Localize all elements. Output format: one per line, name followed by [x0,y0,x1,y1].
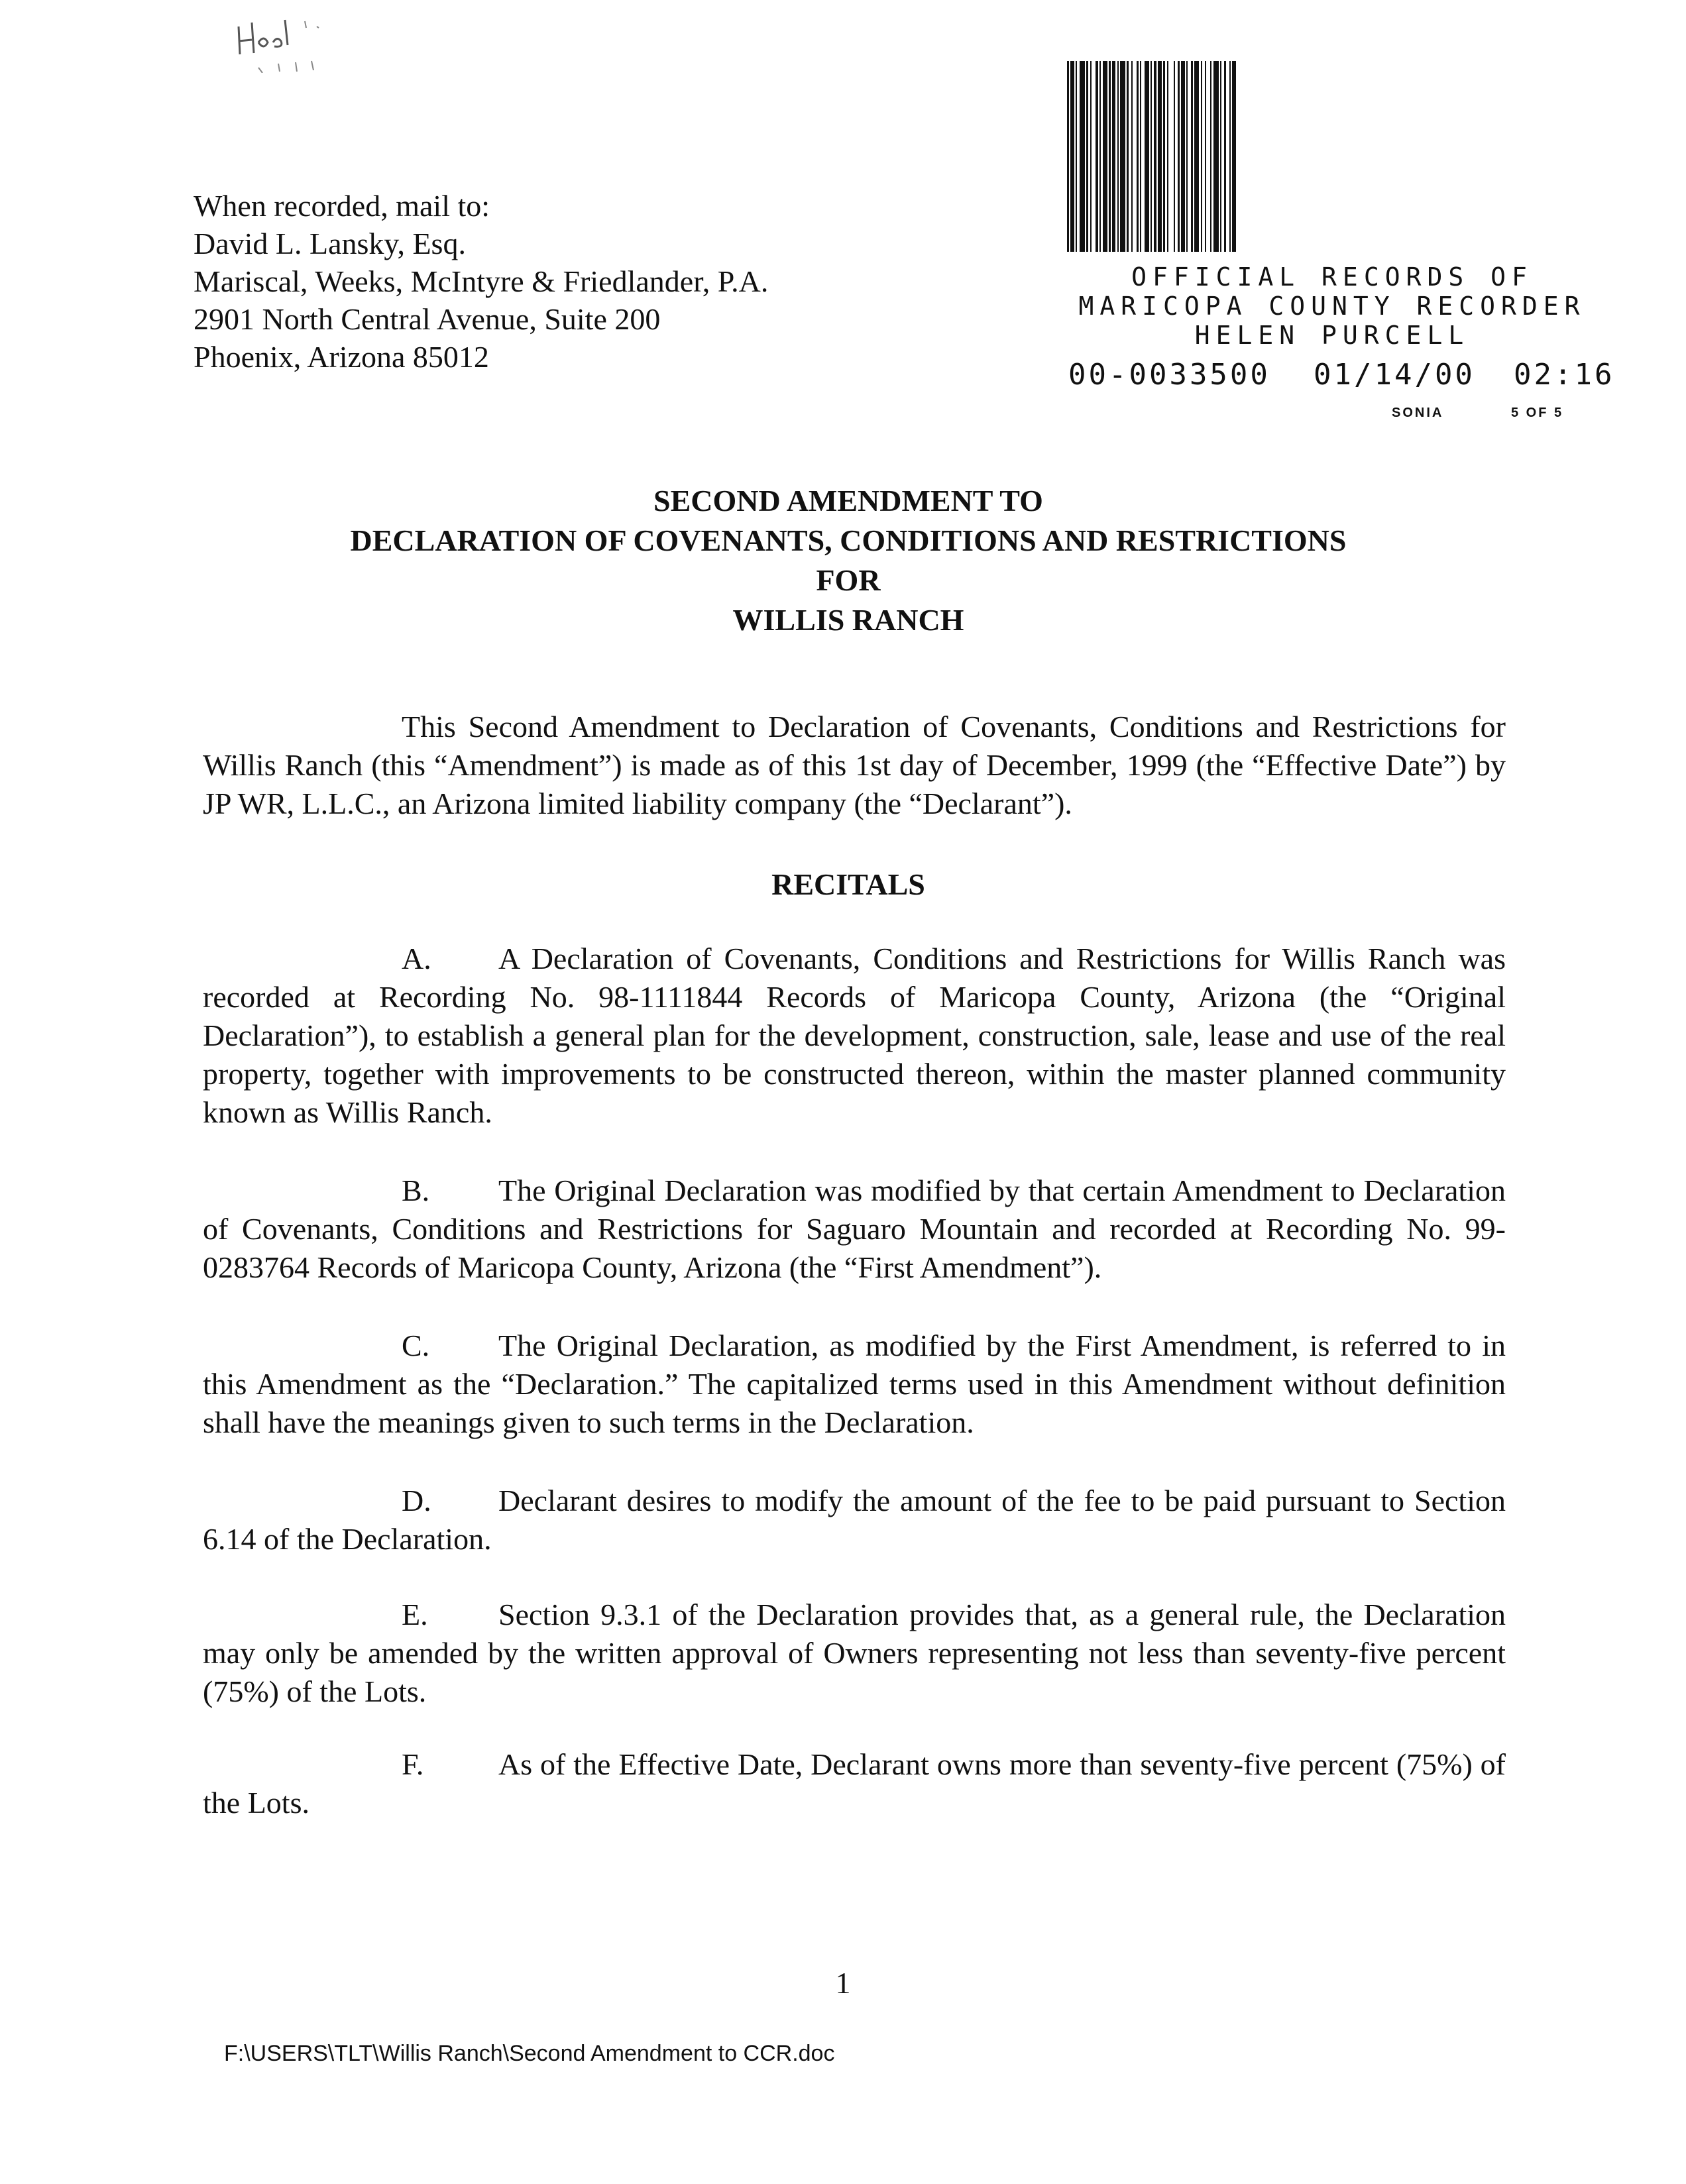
barcode-bar [1117,61,1119,252]
barcode-bar [1158,61,1162,252]
barcode-bar [1201,61,1202,252]
recorder-stamp [1060,262,1604,350]
mail-to-block [194,187,856,376]
recital-text: The Original Declaration was modified by that certain Amendment to Declaration of Covenants, Conditions and Restrictions for Saguaro Mountain and recorded at Recording No. 99-0283764 Records of Maricopa County, Arizona (the “First Amendment”). [203,1174,1506,1284]
recitals-heading: RECITALS [771,867,925,901]
recital-letter: C. [402,1329,430,1362]
barcode-bar [1086,61,1088,252]
recital-text: Declarant desires to modify the amount of the fee to be paid pursuant to Section 6.14 of the Declaration. [203,1484,1506,1556]
barcode-bar [1140,61,1141,252]
barcode-bar [1076,61,1077,252]
barcode-bar [1167,61,1168,252]
file-path-footer: F:\USERS\TLT\Willis Ranch\Second Amendment to CCR.doc [224,2041,835,2066]
recital-text: A Declaration of Covenants, Conditions and Restrictions for Willis Ranch was recorded at Recording No. 98-1111844 Records of Maricopa County, Arizona (the “Original Declaration”), to establish a general plan for the development, construction, sale, lease and use of the real property, together with improvements to be constructed thereon, within the master planned community known as Willis Ranch. [203,942,1506,1129]
page-count: 5 OF 5 [1511,406,1564,420]
recital-a [203,940,1506,1132]
recital-letter: B. [402,1174,430,1207]
record-number: 00-0033500 [1068,358,1270,392]
barcode-bar [1205,61,1206,252]
barcode-bar [1070,61,1074,252]
recital-letter: D. [402,1484,431,1517]
recipient-street: 2901 North Central Avenue, Suite 200 [194,302,661,336]
barcode-bar [1151,61,1152,252]
barcode-bar [1210,61,1211,252]
barcode-bar [1163,61,1165,252]
barcode-bar [1154,61,1156,252]
handwritten-note [232,13,351,73]
barcode-bar [1213,61,1219,252]
recital-f [203,1745,1506,1822]
barcode [1067,61,1597,252]
recital-letter: F. [402,1747,424,1781]
mail-to-label: When recorded, mail to: [194,189,490,223]
barcode-bar [1103,61,1107,252]
recipient-name: David L. Lansky, Esq. [194,227,466,260]
record-date: 01/14/00 [1314,358,1475,392]
record-time: 02:16 [1514,358,1615,392]
title-line-2: DECLARATION OF COVENANTS, CONDITIONS AND RESTRICTIONS [350,523,1347,557]
recital-e [203,1596,1506,1711]
barcode-bar [1145,61,1149,252]
barcode-bar [1109,61,1111,252]
barcode-bar [1229,61,1231,252]
document-title [199,481,1498,640]
page-number: 1 [835,1966,851,2000]
barcode-bar [1194,61,1199,252]
recorder-line-1: OFFICIAL RECORDS OF [1131,262,1533,292]
recital-d [203,1482,1506,1558]
barcode-bar [1232,61,1236,252]
barcode-bar [1181,61,1185,252]
barcode-bar [1137,61,1139,252]
barcode-bar [1191,61,1193,252]
recital-b [203,1172,1506,1287]
barcode-bar [1186,61,1188,252]
barcode-bar [1099,61,1101,252]
barcode-bar [1220,61,1221,252]
recorder-line-2: MARICOPA COUNTY RECORDER [1078,292,1586,321]
barcode-bar [1224,61,1226,252]
barcode-bar [1112,61,1115,252]
recital-letter: E. [402,1598,428,1631]
barcode-bar [1131,61,1133,252]
recorder-line-3: HELEN PURCELL [1194,321,1470,350]
recipient-firm: Mariscal, Weeks, McIntyre & Friedlander, P.A. [194,264,769,298]
recital-c [203,1327,1506,1442]
recital-text: The Original Declaration, as modified by the First Amendment, is referred to in this Amendment as the “Declaration.” The capitalized terms used in this Amendment without definition shall have the meanings given to such terms in the Declaration. [203,1329,1506,1439]
barcode-bar [1090,61,1092,252]
barcode-bar [1120,61,1125,252]
barcode-bar [1174,61,1175,252]
barcode-bar [1096,61,1098,252]
intro-paragraph: This Second Amendment to Declaration of Covenants, Conditions and Restrictions for Willis Ranch (this “Amendment”) is made as of this 1st day of December, 1999 (the “Effective Date”) by JP WR, L.L.C., an Arizona limited liability company (the “Declarant”). [203,710,1506,820]
recital-text: As of the Effective Date, Declarant owns more than seventy-five percent (75%) of the Lots. [203,1747,1506,1820]
barcode-bar [1067,61,1069,252]
recital-letter: A. [402,942,431,975]
recorder-clerk: SONIA [1392,406,1444,420]
recipient-city: Phoenix, Arizona 85012 [194,340,489,374]
recital-text: Section 9.3.1 of the Declaration provides that, as a general rule, the Declaration may only be amended by the written approval of Owners representing not less than seventy-five percent (75%) of the Lots. [203,1598,1506,1708]
title-line-1: SECOND AMENDMENT TO [653,484,1043,518]
barcode-bar [1178,61,1180,252]
title-line-4: WILLIS RANCH [732,603,964,637]
title-line-3: FOR [816,563,881,597]
barcode-bar [1080,61,1085,252]
barcode-bar [1127,61,1129,252]
